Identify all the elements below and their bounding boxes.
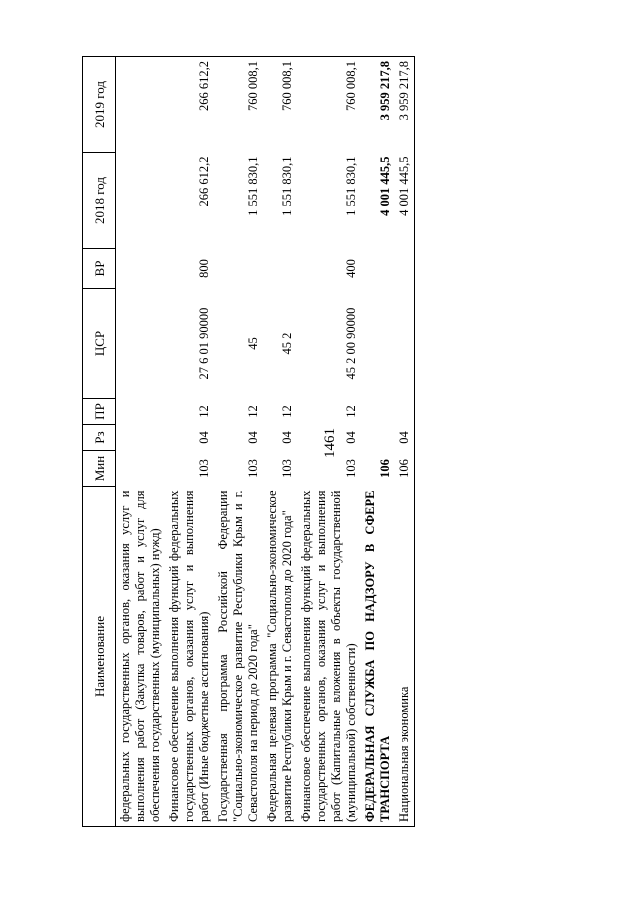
row-vr: [395, 249, 415, 289]
row-csr: [361, 289, 395, 399]
row-2019: 760 008,1: [246, 61, 260, 111]
header-2019: 2019 год: [83, 57, 116, 153]
row-2018: 1 551 830,1: [246, 156, 260, 216]
row-pr: 12: [344, 405, 358, 418]
row-2019: [116, 57, 166, 153]
budget-table: [82, 56, 415, 827]
row-name: ФЕДЕРАЛЬНАЯ СЛУЖБА ПО НАДЗОРУ В СФЕРЕ ТРАНСПОРТА: [363, 490, 392, 822]
row-vr: [263, 249, 297, 289]
row-vr: [214, 249, 263, 289]
header-name: Наименование: [83, 487, 116, 827]
row-min: 106: [395, 451, 415, 487]
row-vr: [361, 249, 395, 289]
header-min: Мин: [83, 451, 116, 487]
row-2019: 760 008,1: [344, 61, 358, 111]
row-rz: 04: [344, 431, 358, 444]
row-pr: 12: [280, 405, 294, 418]
header-rz: Рз: [83, 425, 116, 451]
row-2019: 3 959 217,8: [395, 57, 415, 153]
table-row: [214, 57, 263, 827]
row-name: Финансовое обеспечение выполнения функций федеральных государственных органов, оказания услуг и выполнения работ (Капитальные вложения в объекты государственной (муниципальной) собственности): [299, 490, 358, 822]
header-csr: ЦСР: [83, 289, 116, 399]
row-2019: 3 959 217,8: [378, 61, 392, 121]
row-min: 103: [280, 459, 294, 478]
row-2019: 760 008,1: [280, 61, 294, 111]
row-csr: [395, 289, 415, 399]
row-csr: 27 6 01 90000: [197, 307, 211, 380]
row-csr: 45 2: [280, 332, 294, 355]
row-pr: 12: [197, 405, 211, 418]
row-min: 103: [246, 459, 260, 478]
row-min: 103: [344, 459, 358, 478]
header-pr: ПР: [83, 399, 116, 425]
row-vr: [116, 249, 166, 289]
row-rz: 04: [197, 431, 211, 444]
row-rz: 04: [280, 431, 294, 444]
table-row: [165, 57, 214, 827]
row-2019: 266 612,2: [197, 61, 211, 111]
table-row-bold: [361, 57, 395, 827]
table-row: [297, 57, 361, 827]
row-2018: [116, 153, 166, 249]
row-2018: 1 551 830,1: [280, 156, 294, 216]
table-header: [83, 57, 116, 827]
row-csr: 45: [246, 337, 260, 350]
table-row: [116, 57, 166, 827]
budget-table-rotated: [82, 57, 622, 827]
row-rz: 04: [395, 425, 415, 451]
row-pr: [361, 399, 395, 425]
page-number: 1461: [322, 428, 338, 458]
row-vr: 400: [344, 259, 358, 278]
row-rz: [116, 425, 166, 451]
header-2018: 2018 год: [83, 153, 116, 249]
row-2018: 1 551 830,1: [344, 156, 358, 216]
row-name: федеральных государственных органов, оказания услуг и выполнения работ (Закупка товаров, работ и услуг для обеспечения государственных (муниципальных) нужд): [118, 490, 162, 822]
row-rz: [361, 425, 395, 451]
row-name: Государственная программа Российской Федерации "Социально-экономическое развитие Республики Крым и г. Севастополя на период до 2020 года": [216, 490, 260, 822]
row-2018: 266 612,2: [197, 156, 211, 207]
row-pr: 12: [246, 405, 260, 418]
row-2018: 4 001 445,5: [378, 156, 392, 216]
row-pr: [395, 399, 415, 425]
header-vr: ВР: [83, 249, 116, 289]
row-rz: 04: [246, 431, 260, 444]
row-min: [116, 451, 166, 487]
row-vr: 800: [197, 259, 211, 278]
row-name: Финансовое обеспечение выполнения функций федеральных государственных органов, оказания услуг и выполнения работ (Иные бюджетные ассигнования): [167, 490, 211, 822]
row-csr: 45 2 00 90000: [344, 307, 358, 380]
table-row: [395, 57, 415, 827]
row-name: Национальная экономика: [395, 487, 415, 827]
table-row: [263, 57, 297, 827]
row-min: 106: [378, 459, 392, 478]
row-pr: [116, 399, 166, 425]
row-min: 103: [197, 459, 211, 478]
row-2018: 4 001 445,5: [395, 153, 415, 249]
table-body: [116, 57, 415, 827]
row-name: Федеральная целевая программа "Социально-экономическое развитие Республики Крым и г. Севастополя до 2020 года": [265, 490, 294, 822]
row-csr: [116, 289, 166, 399]
